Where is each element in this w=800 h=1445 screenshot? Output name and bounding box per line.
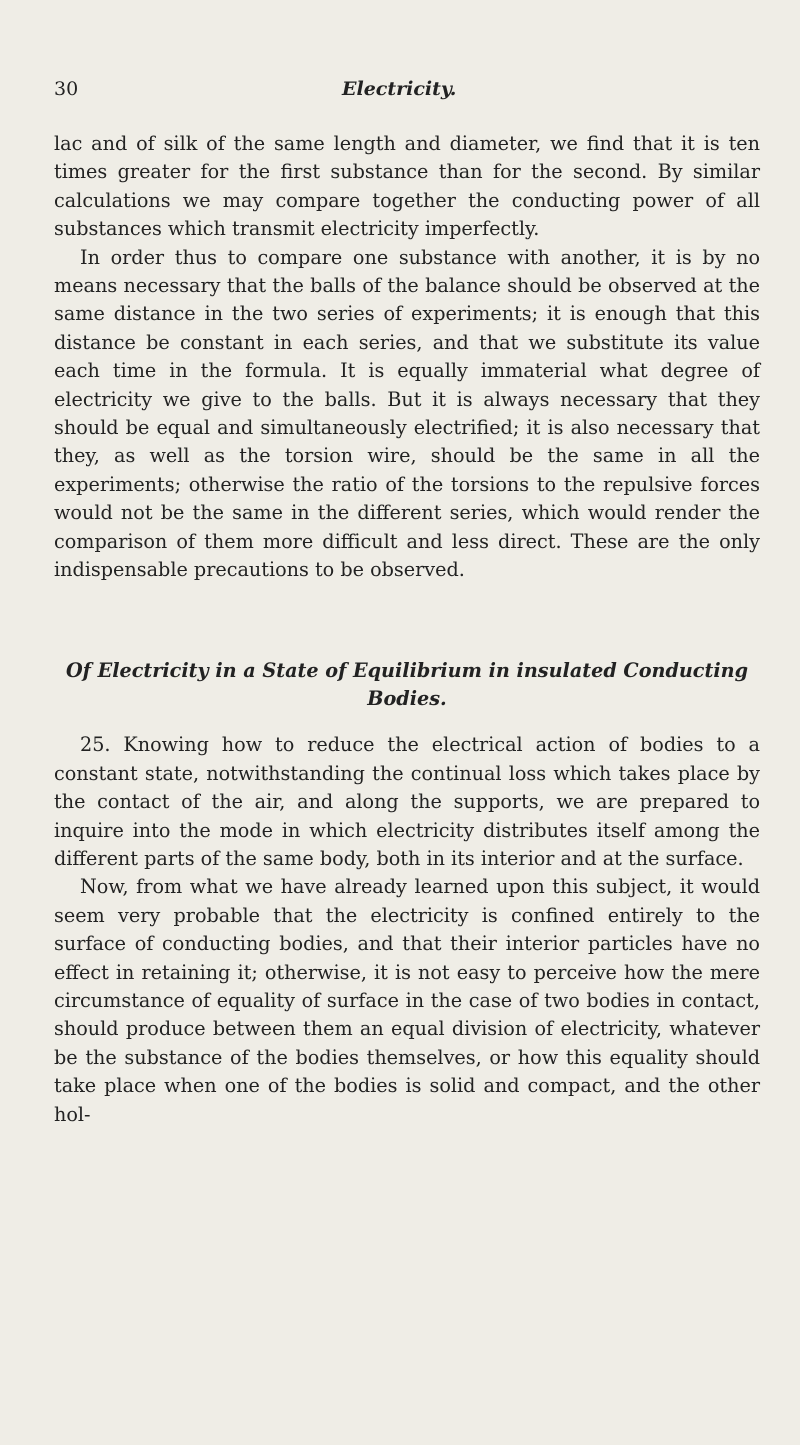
paragraph-comparison-precautions: In order thus to compare one substance with another, it is by no means necessary that the balls of the balance should be observed at the same distance in the two series of experiments; it is enough that this distance be constant in each series, and that we substitute its value each time in the formula. It is equally immaterial what degree of electricity we give to the balls. But it is always necessary that they should be equal and simultaneously electrified; it is also necessary that they, as well as the torsion wire, should be the same in all the experiments; otherwise the ratio of the torsions to the repulsive forces would not be the same in the different series, which would render the comparison of them more difficult and less direct. These are the only indispensable precautions to be observed.: [54, 245, 760, 582]
page-body: [54, 130, 760, 1129]
page-header: [54, 78, 760, 110]
paragraph-continuation: lac and of silk of the same length and diameter, we find that it is ten times greater for the first substance than for the second. By similar calculations we may compare together the conducting power of all substances which transmit electricity imperfectly.: [54, 132, 760, 241]
section-heading-line-1: Of Electricity in a State of Equilibrium in insulated Conducting: [65, 658, 749, 682]
paragraph-25: 25. Knowing how to reduce the electrical action of bodies to a constant state, notwithstanding the continual loss which takes place by the contact of the air, and along the supports, we are prepared to inquire into the mode in which electricity distributes itself among the different parts of the same body, both in its interior and at the surface.: [54, 733, 760, 870]
section-heading: [54, 657, 760, 714]
running-title: Electricity.: [342, 78, 457, 100]
section-heading-line-2: Bodies.: [367, 686, 447, 710]
book-page: [0, 78, 800, 1445]
page-number: 30: [54, 78, 79, 100]
paragraph-surface-distribution: Now, from what we have already learned upon this subject, it would seem very probable that the electricity is confined entirely to the surface of conducting bodies, and that their interior particles have no effect in retaining it; otherwise, it is not easy to perceive how the mere circumstance of equality of surface in the case of two bodies in contact, should produce between them an equal division of electricity, whatever be the substance of the bodies themselves, or how this equality should take place when one of the bodies is solid and compact, and the other hol-: [54, 875, 760, 1126]
